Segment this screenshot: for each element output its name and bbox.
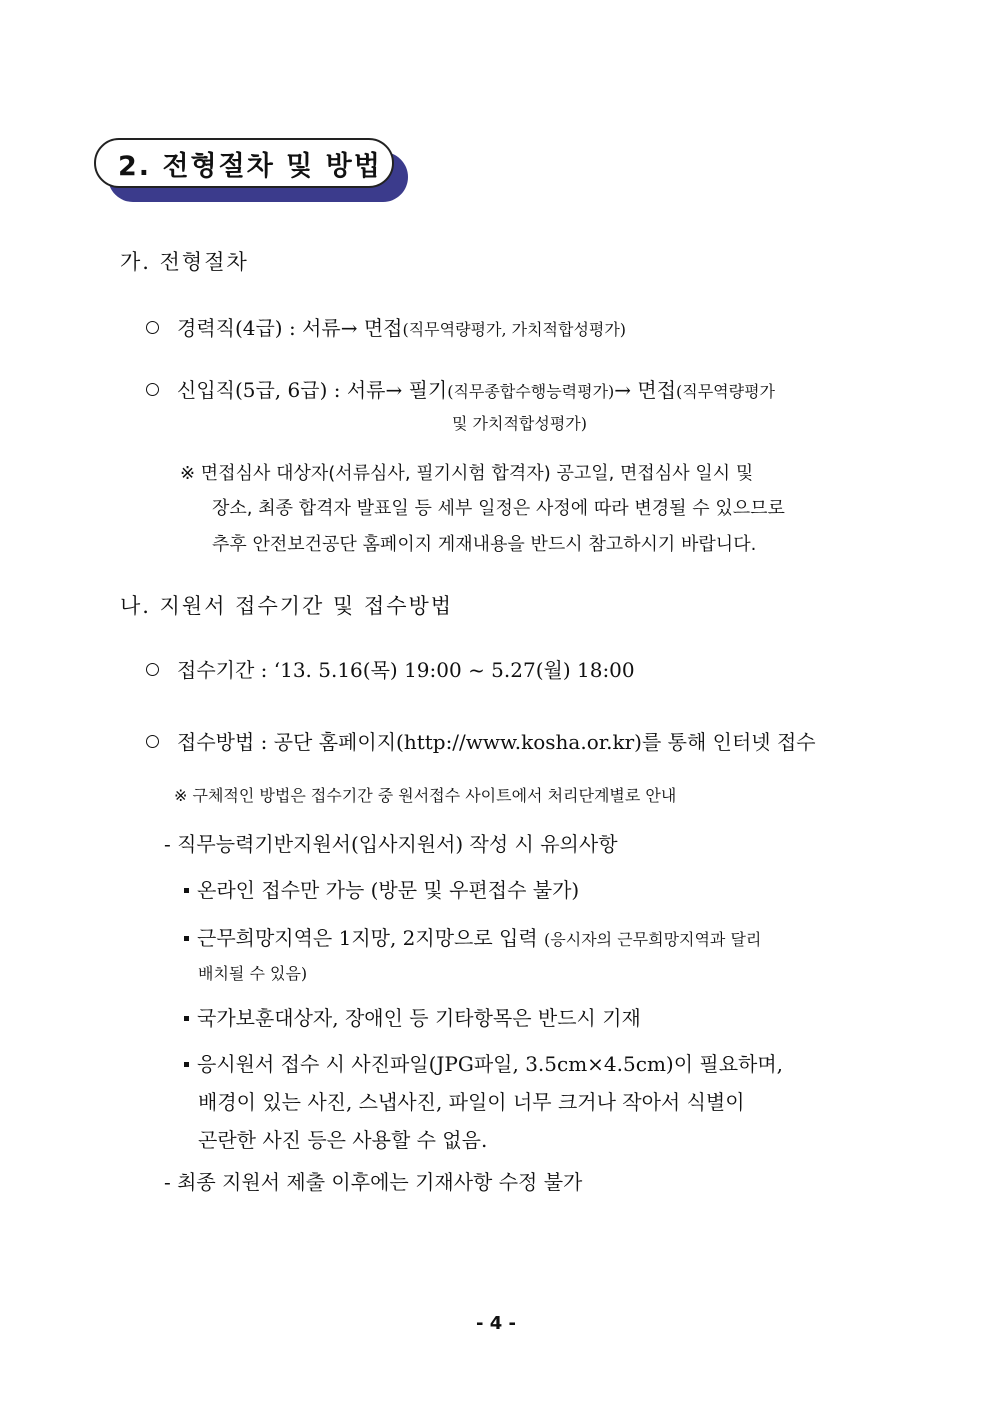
square-bullet-icon (184, 888, 189, 893)
circle-bullet-icon (146, 321, 159, 334)
application-method-text: 접수방법 : 공단 홈페이지(http://www.kosha.or.kr)를 통해 인터넷 접수 (177, 730, 816, 754)
method-note: ※ 구체적인 방법은 접수기간 중 원서접수 사이트에서 처리단계별로 안내 (174, 786, 677, 805)
process-new-detail1: (직무종합수행능력평가) (447, 382, 615, 401)
square-bullet-icon (184, 936, 189, 941)
circle-bullet-icon (146, 735, 159, 748)
precaution-photo (184, 1052, 783, 1076)
application-period-text: 접수기간 : ‘13. 5.16(목) 19:00 ~ 5.27(월) 18:00 (177, 658, 635, 682)
precaution-photo-line2: 배경이 있는 사진, 스냅사진, 파일이 너무 크거나 작아서 식별이 (198, 1090, 745, 1114)
precaution-online-only (184, 878, 579, 902)
precaution-online-only-text: 온라인 접수만 가능 (방문 및 우편접수 불가) (197, 878, 580, 902)
process-career-main: 경력직(4급) : 서류→ 면접 (177, 316, 403, 340)
section-title-badge (94, 138, 412, 204)
schedule-note-line1: ※ 면접심사 대상자(서류심사, 필기시험 합격자) 공고일, 면접심사 일시 및 (180, 463, 754, 484)
schedule-note-line2: 장소, 최종 합격자 발표일 등 세부 일정은 사정에 따라 변경될 수 있으므로 (212, 498, 785, 519)
schedule-note-line3: 추후 안전보건공단 홈페이지 게재내용을 반드시 참고하시기 바랍니다. (212, 534, 757, 555)
process-career (146, 316, 626, 342)
precaution-region-text: 근무희망지역은 1지망, 2지망으로 입력 (197, 926, 538, 950)
process-new-detail3: 및 가치적합성평가) (452, 414, 587, 433)
process-new-main1: 신입직(5급, 6급) : 서류→ 필기 (177, 378, 448, 402)
precaution-region (184, 926, 761, 952)
precaution-region-detail-cont: 배치될 수 있음) (198, 964, 308, 983)
process-career-detail: (직무역량평가, 가치적합성평가) (402, 320, 627, 339)
precaution-photo-line1: 응시원서 접수 시 사진파일(JPG파일, 3.5cm×4.5cm)이 필요하며, (197, 1052, 784, 1076)
process-new (146, 378, 775, 404)
subsection-a-heading: 가. 전형절차 (120, 250, 249, 274)
process-new-detail2: (직무역량평가 (676, 382, 776, 401)
final-submission-note: - 최종 지원서 제출 이후에는 기재사항 수정 불가 (164, 1170, 583, 1194)
circle-bullet-icon (146, 663, 159, 676)
form-precautions-heading: - 직무능력기반지원서(입사지원서) 작성 시 유의사항 (164, 832, 618, 856)
application-method (146, 730, 816, 754)
application-period (146, 658, 635, 682)
page-number: - 4 - (476, 1313, 516, 1334)
circle-bullet-icon (146, 383, 159, 396)
precaution-veterans-text: 국가보훈대상자, 장애인 등 기타항목은 반드시 기재 (197, 1006, 641, 1030)
subsection-b-heading: 나. 지원서 접수기간 및 접수방법 (120, 594, 454, 618)
square-bullet-icon (184, 1016, 189, 1021)
precaution-photo-line3: 곤란한 사진 등은 사용할 수 없음. (198, 1128, 488, 1152)
process-new-main2: → 면접 (614, 378, 677, 402)
square-bullet-icon (184, 1062, 189, 1067)
precaution-region-detail: (응시자의 근무희망지역과 달리 (544, 930, 762, 949)
section-title: 2. 전형절차 및 방법 (94, 138, 394, 188)
precaution-veterans (184, 1006, 641, 1030)
